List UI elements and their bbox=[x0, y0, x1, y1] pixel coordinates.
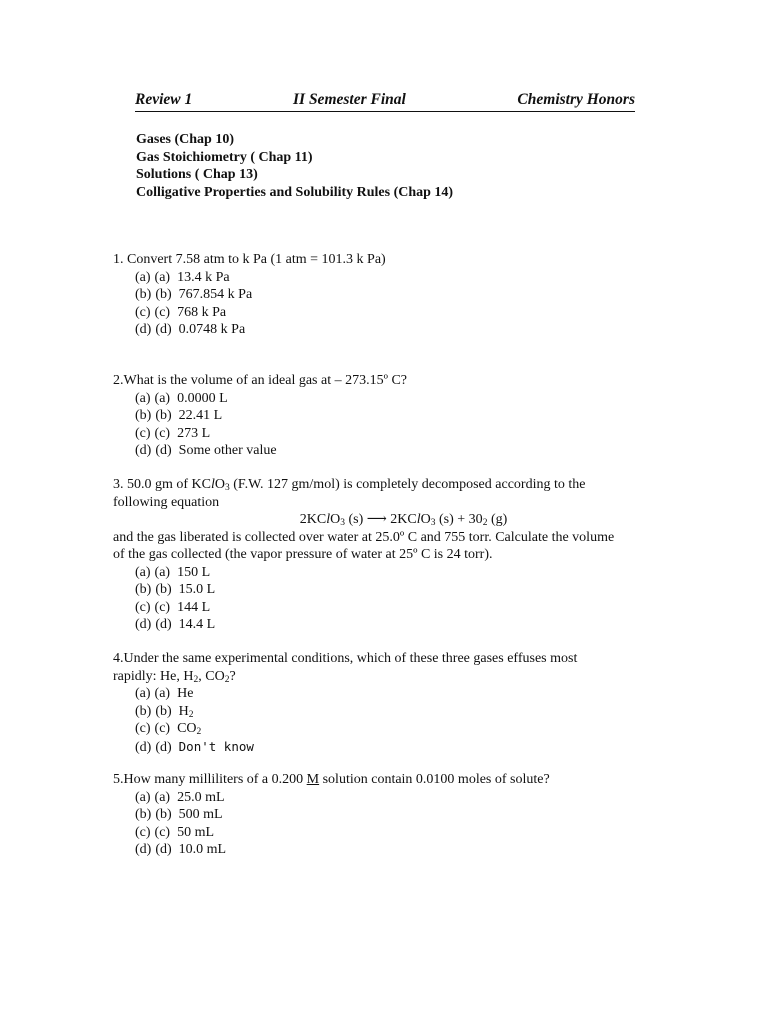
option-letter: (a) bbox=[135, 789, 151, 805]
question-5-options bbox=[135, 789, 658, 859]
option-letter: (d) bbox=[155, 322, 172, 337]
option-b bbox=[135, 407, 658, 425]
question-3-stem-line-3: and the gas liberated is collected over water at 25.0º C and 755 torr. Calculate the volume bbox=[113, 529, 615, 545]
option-text: 273 L bbox=[177, 425, 211, 441]
option-c bbox=[135, 720, 658, 738]
equation-text: (s) + 30 bbox=[435, 512, 483, 527]
option-letter: (a) bbox=[154, 390, 171, 406]
option-a bbox=[135, 789, 658, 807]
option-c bbox=[135, 425, 658, 443]
option-text: Don't know bbox=[178, 738, 254, 754]
option-letter: (b) bbox=[135, 287, 152, 302]
chemical-equation bbox=[113, 511, 658, 529]
question-5 bbox=[113, 771, 658, 859]
option-letter: (d) bbox=[155, 443, 172, 458]
option-letter: (a) bbox=[154, 789, 171, 805]
molarity-unit: M bbox=[306, 772, 320, 787]
header-right: Chemistry Honors bbox=[517, 91, 635, 108]
option-letter: (b) bbox=[155, 408, 172, 423]
question-1-stem: 1. Convert 7.58 atm to k Pa (1 atm = 101.3 k Pa) bbox=[113, 252, 386, 267]
stem-text: , CO bbox=[198, 668, 225, 684]
option-a bbox=[135, 390, 658, 408]
option-letter: (d) bbox=[135, 739, 152, 755]
topic-item: Gas Stoichiometry ( Chap 11) bbox=[136, 149, 313, 165]
option-letter: (b) bbox=[135, 807, 152, 822]
option-letter: (a) bbox=[135, 564, 151, 580]
option-text: 768 k Pa bbox=[177, 304, 227, 320]
question-3-stem-line-2: following equation bbox=[113, 494, 220, 510]
option-letter: (b) bbox=[155, 582, 172, 597]
option-text: 0.0000 L bbox=[177, 390, 228, 406]
option-letter: (c) bbox=[154, 304, 171, 320]
option-letter: (a) bbox=[154, 269, 171, 285]
question-4 bbox=[113, 650, 658, 756]
option-text: 22.41 L bbox=[178, 408, 223, 423]
question-4-stem: 4.Under the same experimental conditions, which of these three gases effuses most bbox=[113, 651, 578, 666]
stem-text: rapidly: He, H bbox=[113, 668, 194, 684]
equation-text: O bbox=[420, 512, 431, 527]
option-d bbox=[135, 442, 658, 460]
question-5-stem bbox=[113, 771, 658, 789]
question-3-stem bbox=[113, 476, 658, 494]
option-letter: (c) bbox=[154, 824, 171, 840]
option-c bbox=[135, 304, 658, 322]
question-2 bbox=[113, 372, 658, 460]
question-3-stem-line-4: of the gas collected (the vapor pressure of water at 25º C is 24 torr). bbox=[113, 547, 493, 562]
option-letter: (a) bbox=[154, 564, 171, 580]
stem-text: 5.How many milliliters of a 0.200 bbox=[113, 772, 307, 787]
option-letter: (c) bbox=[135, 721, 151, 736]
page-header bbox=[135, 91, 635, 112]
option-b bbox=[135, 286, 658, 304]
equation-text: 2KC bbox=[299, 512, 327, 527]
option-text: 15.0 L bbox=[178, 582, 216, 597]
subscript: 2 bbox=[188, 709, 194, 720]
subscript: 2 bbox=[482, 518, 488, 528]
option-text: 25.0 mL bbox=[177, 789, 225, 805]
option-b bbox=[135, 806, 658, 824]
option-d bbox=[135, 321, 658, 339]
header-center: II Semester Final bbox=[293, 91, 406, 108]
question-3-options bbox=[135, 564, 658, 634]
subscript: 3 bbox=[340, 518, 345, 528]
option-letter: (b) bbox=[155, 807, 172, 822]
option-text: 144 L bbox=[177, 599, 211, 615]
stem-text: (F.W. 127 gm/mol) is completely decomposed according to the bbox=[229, 477, 586, 492]
option-b bbox=[135, 581, 658, 599]
option-text: CO bbox=[177, 721, 197, 736]
option-text: 767.854 k Pa bbox=[178, 287, 253, 302]
option-letter: (b) bbox=[135, 582, 152, 597]
option-letter: (d) bbox=[135, 322, 152, 337]
option-letter: (a) bbox=[154, 686, 171, 701]
topics-list bbox=[136, 131, 453, 201]
option-letter: (c) bbox=[135, 304, 151, 320]
option-d bbox=[135, 738, 658, 757]
question-1-options bbox=[135, 269, 658, 339]
stem-text: ? bbox=[229, 668, 236, 684]
option-letter: (d) bbox=[135, 617, 152, 632]
header-left: Review 1 bbox=[135, 91, 193, 108]
equation-text: O bbox=[330, 512, 341, 527]
option-letter: (b) bbox=[155, 703, 172, 719]
option-letter: (d) bbox=[155, 842, 172, 857]
option-d bbox=[135, 616, 658, 634]
option-text: 50 mL bbox=[177, 824, 215, 840]
option-text: 13.4 k Pa bbox=[177, 269, 230, 285]
option-letter: (d) bbox=[135, 443, 152, 458]
subscript: 2 bbox=[224, 674, 230, 685]
equation-text: (s) ⟶ 2KC bbox=[344, 512, 417, 527]
equation-text: l bbox=[416, 512, 421, 527]
stem-text: l bbox=[211, 477, 215, 492]
option-text: 150 L bbox=[177, 564, 211, 580]
subscript: 3 bbox=[225, 483, 230, 493]
subscript: 2 bbox=[196, 727, 202, 737]
option-a bbox=[135, 269, 658, 287]
option-text: 14.4 L bbox=[178, 617, 216, 632]
option-letter: (d) bbox=[135, 842, 152, 857]
option-letter: (c) bbox=[135, 599, 151, 615]
question-2-stem: 2.What is the volume of an ideal gas at – 273.15º C? bbox=[113, 373, 407, 388]
option-letter: (c) bbox=[135, 824, 151, 840]
topic-item: Colligative Properties and Solubility Rules (Chap 14) bbox=[136, 184, 454, 200]
option-text: H bbox=[178, 703, 189, 719]
option-text: He bbox=[177, 686, 194, 701]
question-2-options bbox=[135, 390, 658, 460]
topic-item: Solutions ( Chap 13) bbox=[136, 167, 258, 182]
option-a bbox=[135, 564, 658, 582]
option-text: Some other value bbox=[178, 443, 277, 458]
option-letter: (b) bbox=[135, 408, 152, 423]
topic-item: Gases (Chap 10) bbox=[136, 132, 235, 147]
option-letter: (a) bbox=[135, 390, 151, 406]
stem-text: solution contain 0.0100 moles of solute? bbox=[319, 772, 550, 787]
option-a bbox=[135, 685, 658, 703]
option-letter: (c) bbox=[154, 425, 171, 441]
option-letter: (a) bbox=[135, 686, 151, 701]
option-c bbox=[135, 824, 658, 842]
subscript: 2 bbox=[193, 674, 199, 685]
option-c bbox=[135, 599, 658, 617]
option-text: 10.0 mL bbox=[178, 842, 227, 857]
stem-text: O bbox=[214, 477, 226, 492]
option-letter: (d) bbox=[155, 739, 172, 755]
question-4-options bbox=[135, 685, 658, 756]
question-1 bbox=[113, 251, 658, 339]
equation-text: (g) bbox=[487, 512, 508, 527]
question-3 bbox=[113, 476, 658, 634]
subscript: 3 bbox=[430, 518, 436, 528]
option-b bbox=[135, 703, 658, 721]
option-text: 0.0748 k Pa bbox=[178, 322, 246, 337]
option-text: 500 mL bbox=[178, 807, 223, 822]
option-letter: (b) bbox=[155, 287, 172, 302]
option-letter: (a) bbox=[135, 269, 151, 285]
option-letter: (c) bbox=[135, 425, 151, 441]
equation-text: l bbox=[326, 512, 331, 527]
option-letter: (c) bbox=[154, 721, 171, 736]
option-d bbox=[135, 841, 658, 859]
option-letter: (b) bbox=[135, 703, 152, 719]
question-4-stem-line-2 bbox=[113, 668, 658, 686]
stem-text: 3. 50.0 gm of KC bbox=[113, 477, 211, 492]
option-letter: (c) bbox=[154, 599, 171, 615]
option-letter: (d) bbox=[155, 617, 172, 632]
